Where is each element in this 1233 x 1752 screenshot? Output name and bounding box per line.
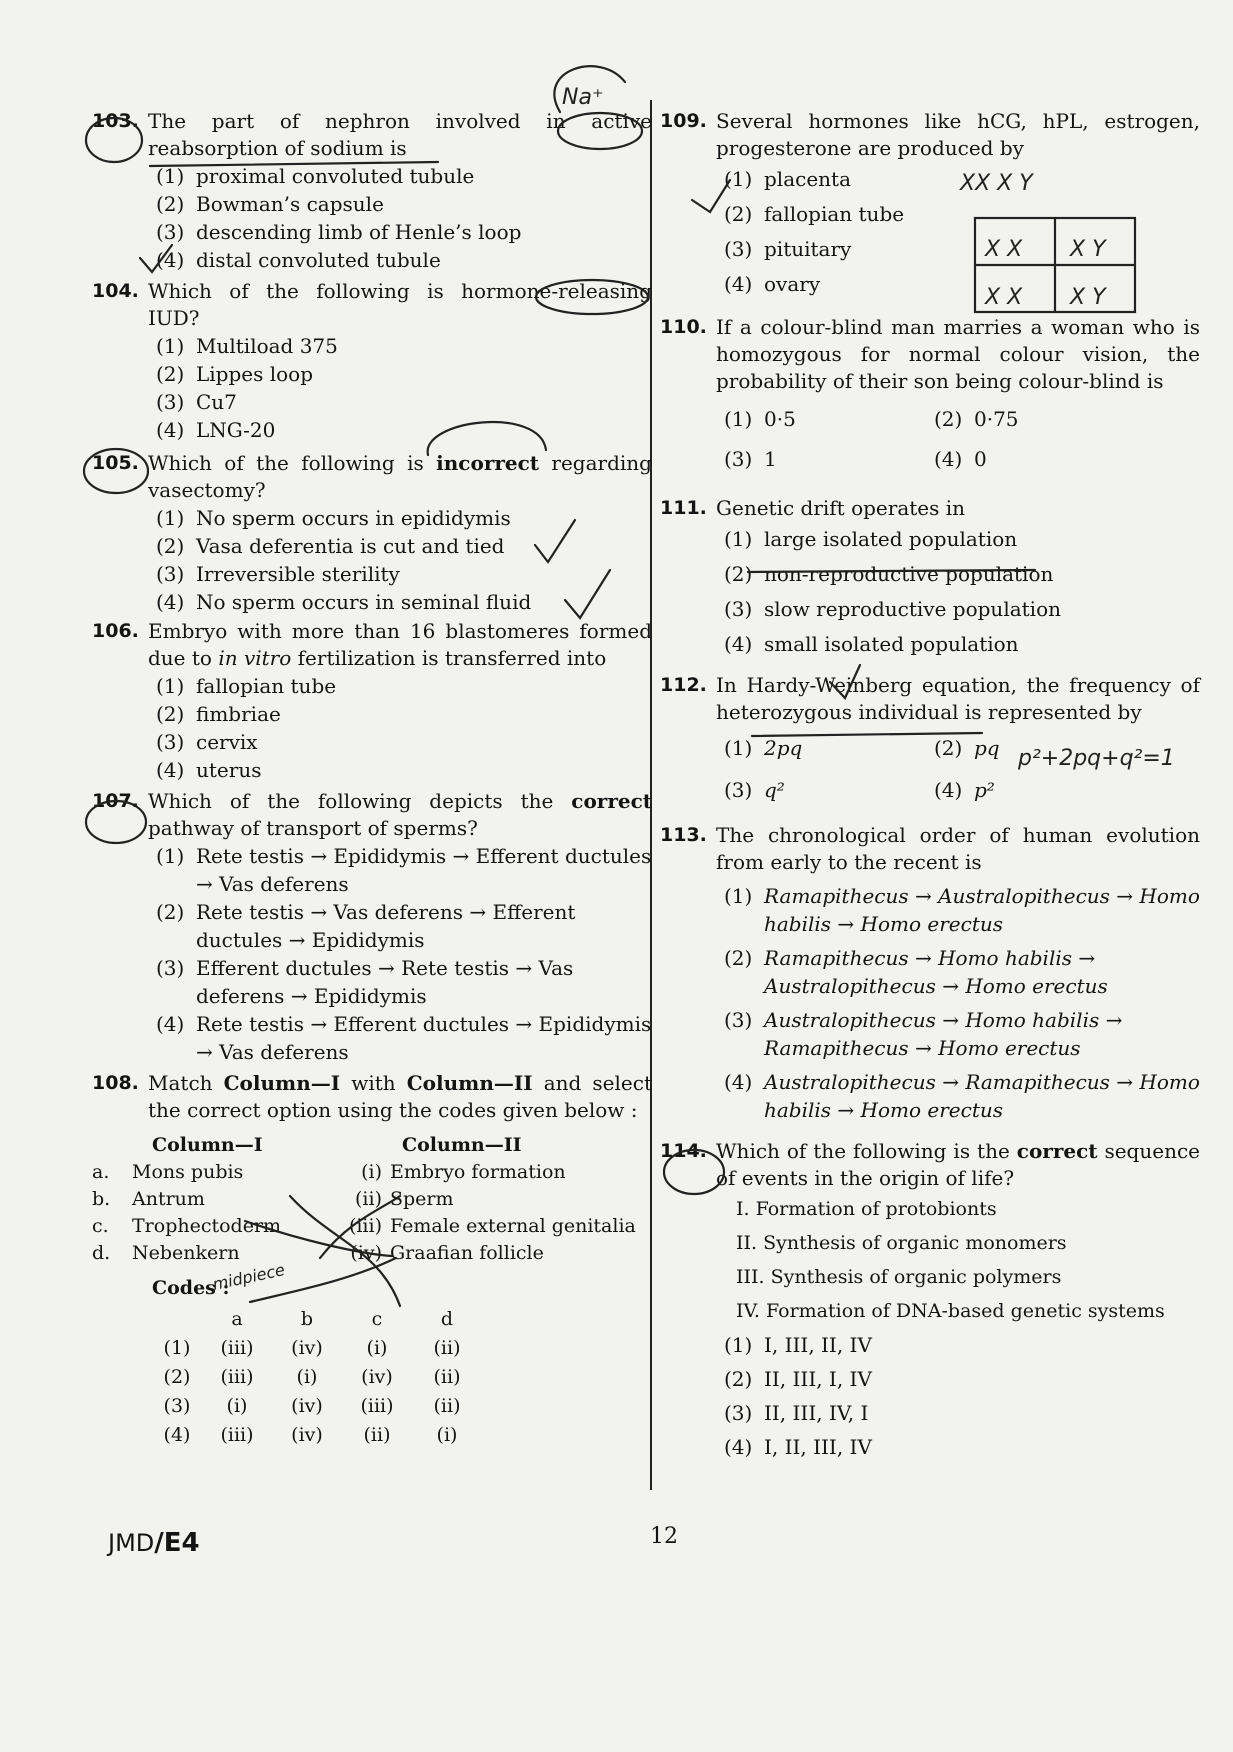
option: (1) 0·5 — [724, 407, 796, 431]
question-number: 110. — [660, 316, 707, 338]
option: (4) LNG-20 — [156, 418, 276, 442]
event-item: II. Synthesis of organic monomers — [736, 1232, 1067, 1254]
question-114 — [660, 1138, 1200, 1464]
option: (1) 2pq — [724, 736, 803, 760]
option: (3) q² — [724, 778, 785, 802]
handwritten-note: midpiece — [210, 1260, 287, 1294]
column-1-heading: Column—I — [152, 1134, 263, 1156]
question-text: Genetic drift operates in — [716, 496, 966, 520]
option: (3) Cu7 — [156, 390, 237, 414]
match-row: d. Nebenkern (iv) Graafian follicle — [92, 1242, 544, 1264]
option: (2) Vasa deferentia is cut and tied — [156, 534, 505, 558]
event-list — [736, 1192, 1200, 1328]
option: (4) p² — [934, 778, 995, 802]
question-text: Which of the following is incorrect regarding vasectomy? — [148, 451, 652, 502]
question-108 — [92, 1070, 652, 1449]
question-number: 104. — [92, 280, 139, 302]
option: (3) pituitary — [724, 237, 852, 261]
question-number: 109. — [660, 110, 707, 132]
handwritten-note: X X — [985, 237, 1023, 262]
option: (2) II, III, I, IV — [724, 1367, 872, 1391]
option: (3) Efferent ductules → Rete testis → Vas deferens → Epididymis — [156, 956, 574, 1008]
question-113 — [660, 822, 1200, 1124]
option: (2) Lippes loop — [156, 362, 314, 386]
match-row: a. Mons pubis (i) Embryo formation — [92, 1161, 566, 1183]
codes-table: Codes : a b c d (1) (iii) (iv) (i) (ii) (2) (iii) (i) (iv) (ii) (3) (i) (iv) (iii) (ii) (4) (iii) (iv) (ii) (i) — [152, 1275, 652, 1449]
question-number: 111. — [660, 497, 707, 519]
option: (1) fallopian tube — [156, 674, 337, 698]
event-item: III. Synthesis of organic polymers — [736, 1266, 1062, 1288]
codes-label: Codes : — [152, 1277, 230, 1299]
option: (1) I, III, II, IV — [724, 1333, 872, 1357]
option: (3) Irreversible sterility — [156, 562, 400, 586]
question-text: Which of the following is hormone-releasing IUD? — [148, 279, 652, 330]
option: (2) pq — [934, 736, 1000, 760]
option: (4) uterus — [156, 758, 262, 782]
question-105 — [92, 450, 652, 616]
question-109 — [660, 108, 1200, 302]
option: (2) Bowman’s capsule — [156, 192, 384, 216]
match-row: c. Trophectoderm (iii) Female external genitalia — [92, 1215, 636, 1237]
option: (4) distal convoluted tubule — [156, 248, 441, 272]
option: (4) I, II, III, IV — [724, 1435, 872, 1459]
option: (2) 0·75 — [934, 407, 1019, 431]
booklet-code: JMD/E4 — [108, 1528, 200, 1558]
question-text: Several hormones like hCG, hPL, estrogen, progesterone are produced by — [716, 109, 1200, 160]
question-text: The chronological order of human evolution from early to the recent is — [716, 823, 1200, 874]
option: (1) No sperm occurs in epididymis — [156, 506, 511, 530]
question-111 — [660, 495, 1200, 662]
question-112 — [660, 672, 1200, 804]
question-text: In Hardy-Weinberg equation, the frequency of heterozygous individual is represented by — [716, 673, 1200, 724]
column-2-heading: Column—II — [402, 1134, 522, 1156]
option: (4) 0 — [934, 447, 987, 471]
question-106 — [92, 618, 652, 784]
option: (1) Ramapithecus → Australopithecus → Homo habilis → Homo erectus — [724, 884, 1200, 936]
option: (3) slow reproductive population — [724, 597, 1061, 621]
match-row: b. Antrum (ii) Sperm — [92, 1188, 454, 1210]
option: (2) Rete testis → Vas deferens → Efferent ductules → Epididymis — [156, 900, 576, 952]
event-item: I. Formation of protobionts — [736, 1198, 997, 1220]
question-text: Match Column—I with Column—II and select the correct option using the codes given below : — [148, 1071, 652, 1122]
question-number: 105. — [92, 452, 139, 474]
option: (1) large isolated population — [724, 527, 1018, 551]
option: (4) ovary — [724, 272, 821, 296]
option: (1) Multiload 375 — [156, 334, 338, 358]
handwritten-note: X Y — [1070, 237, 1106, 262]
handwritten-note: X X — [985, 285, 1023, 310]
option: (3) 1 — [724, 447, 777, 471]
question-text: Which of the following is the correct sequence of events in the origin of life? — [716, 1139, 1200, 1190]
event-item: IV. Formation of DNA-based genetic systems — [736, 1300, 1165, 1322]
option: (1) Rete testis → Epididymis → Efferent ductules → Vas deferens — [156, 844, 652, 896]
question-number: 112. — [660, 674, 707, 696]
page-number: 12 — [650, 1524, 678, 1549]
handwritten-note: Na⁺ — [562, 85, 604, 110]
question-103 — [92, 108, 652, 274]
question-number: 108. — [92, 1072, 139, 1094]
question-text: The part of nephron involved in active reabsorption of sodium is — [148, 109, 652, 160]
bubble-mark — [554, 66, 625, 112]
question-number: 103. — [92, 110, 139, 132]
right-column — [660, 108, 1200, 1464]
option: (1) proximal convoluted tubule — [156, 164, 475, 188]
option: (4) Australopithecus → Ramapithecus → Homo habilis → Homo erectus — [724, 1070, 1200, 1122]
option: (3) Australopithecus → Homo habilis → Ramapithecus → Homo erectus — [724, 1008, 1123, 1060]
match-table — [92, 1132, 652, 1267]
question-110 — [660, 314, 1200, 473]
question-number: 107. — [92, 790, 139, 812]
question-text: If a colour-blind man marries a woman who is homozygous for normal colour vision, the probability of their son being colour-blind is — [716, 315, 1200, 393]
question-text: Which of the following depicts the correct pathway of transport of sperms? — [148, 789, 652, 840]
question-107 — [92, 788, 652, 1066]
option: (3) cervix — [156, 730, 258, 754]
question-number: 113. — [660, 824, 707, 846]
option: (1) placenta — [724, 167, 852, 191]
option: (4) small isolated population — [724, 632, 1019, 656]
question-number: 106. — [92, 620, 139, 642]
option: (3) II, III, IV, I — [724, 1401, 869, 1425]
handwritten-note: p²+2pq+q²=1 — [1018, 746, 1175, 771]
option: (2) Ramapithecus → Homo habilis → Australopithecus → Homo erectus — [724, 946, 1108, 998]
option: (3) descending limb of Henle’s loop — [156, 220, 522, 244]
option: (2) fimbriae — [156, 702, 281, 726]
question-text: Embryo with more than 16 blastomeres formed due to in vitro fertilization is transferred into — [148, 619, 652, 670]
option: (2) fallopian tube — [724, 202, 905, 226]
handwritten-note: XX X Y — [960, 171, 1033, 196]
option: (4) Rete testis → Efferent ductules → Epididymis → Vas deferens — [156, 1012, 652, 1064]
option: (2) non-reproductive population — [724, 562, 1054, 586]
handwritten-note: X Y — [1070, 285, 1106, 310]
question-number: 114. — [660, 1140, 707, 1162]
option: (4) No sperm occurs in seminal fluid — [156, 590, 532, 614]
question-104 — [92, 278, 652, 444]
left-column — [92, 108, 652, 1449]
